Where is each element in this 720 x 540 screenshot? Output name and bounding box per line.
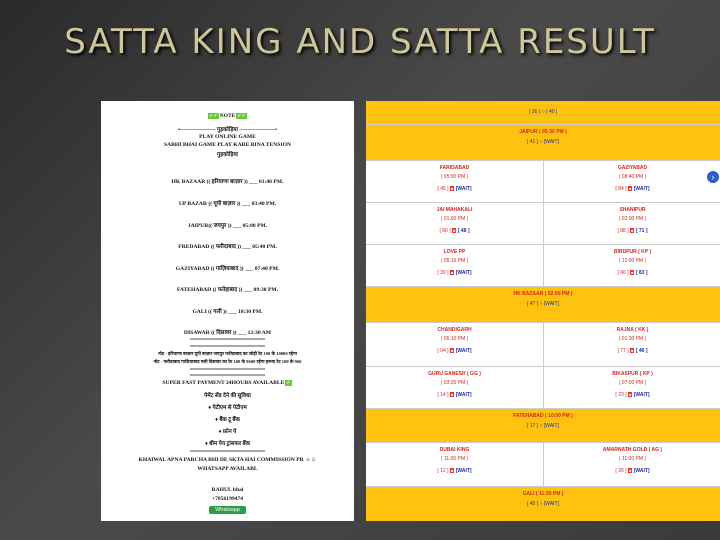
notice-line: •───────── गुड़कोड़िया ─────────• [177,127,278,133]
divider: ═══════════════════ [189,449,266,455]
footer-line: KHAIWAL APNA PARCHA BHI DE SKTA HAI COMMISSION PR ☺☺ [138,457,317,463]
result-row-fatehabad: FATEHABAD ( 10:00 PM ) [ 17 ] ○ [WAIT] [366,409,720,443]
result-pair-row: DUBAI KING ( 11:00 PM ) [ 12 ] ■ [WAIT] AMARNATH GOLD ( AG ) ( 11:00 PM ) [ 26 ] ■ [WAIT] [366,443,720,487]
rate-note: नोट - हरियाणा बाज़ार यूपी बाज़ार जयपुर फरीदाबाद का जोड़ी रेट 100 के 10000 रहेगा [158,351,297,356]
pay-method: ♦ पेटीएम से पेटीएम [208,405,247,411]
contact-name: RAHUL bhai [211,487,244,493]
notice-line: PLAY ONLINE GAME [199,134,256,140]
pay-via: पेमेंट सेंड देने की सुविधा [204,393,251,399]
note-heading: ✓✓ NOTE ✓✓ [209,113,246,119]
contact-phone: +7856199474 [211,496,244,502]
schedule-item: FREDABAD (( फरीदाबाद )) ___ 05:40 PM. [178,244,277,250]
result-row-gali: GALI ( 11:35 PM ) [ 45 ] ○ [WAIT] [366,487,720,521]
pay-method: ♦ बैंक टू बैंक [215,417,240,423]
schedule-item: FATEHABAD (( फतेहाबाद )) ___ 09:30 PM. [176,287,279,293]
schedule-item: UP BAZAR (( यूपी बाज़ार )) ___ 03:40 PM. [178,201,277,207]
divider: ═══════════════════ [189,367,266,373]
payment-line: SUPER FAST PAYMENT 24HOURS AVAILABLE ✓ [162,380,291,386]
results-table [366,101,720,521]
result-pair-row: CHANDIGARH ( 05:10 PM ) [ 04 ] ■ [WAIT] RAJNA ( KK ) ( 01:30 PM ) [ 77 ] ■ [ 46 ] [366,323,720,367]
result-row: ( 36 ) ○ [ 40 ] [366,101,720,125]
rate-note: नोट - फरीदाबाद गाज़ियाबाद गली दिसावर का रेट 100 के 9600 रहेगा हरूफ रेट 100 के 960 [153,359,302,364]
result-row-jaipur: JAIPUR ( 05:30 PM ) [ 41 ] ○ [WAIT] [366,125,720,161]
result-pair-row: FARIDABAD ( 05:00 PM ) [ 45 ] ■ [WAIT] GAZIYABAD ( 08:40 PM ) [ 84 ] ■ [WAIT] [366,161,720,203]
result-row-hk-bazaar: HK BAZAAR ( 02:00 PM ) [ 47 ] ○ [WAIT] [366,287,720,323]
result-pair-row: JAI MAHAKALI ( 01:00 PM ) [ 66 ] ■ [ 48 ] SHANIPUR ( 02:00 PM ) [ 88 ] ■ [ 71 ] [366,203,720,245]
schedule-item: HK BAZAAR (( हरियाणा बाज़ार )) ___ 01:40 PM. [171,179,284,185]
divider: ═══════════════════ [189,344,266,350]
pay-method: ♦ बीम पेय ट्रांसफर बैंक [204,441,250,447]
slide-title: SATTA KING AND SATTA RESULT [64,22,656,62]
pay-method: ♦ फ़ोन पे [218,429,237,435]
footer-line: WHATSAPP AVAILABL [197,466,258,472]
whatsapp-button[interactable]: Whatsapp [209,506,246,514]
result-pair-row: LOVE PP ( 05:15 PM ) [ 39 ] ■ [WAIT] BIRDPUR ( KP ) ( 12:00 PM ) [ 66 ] ■ [ 83 ] [366,245,720,287]
divider: ═══════════════════ [189,337,266,343]
result-pair-row: GURU GANESH ( GG ) ( 03:25 PM ) [ 14 ] ■ [WAIT] BIKASPUR ( KP ) ( 07:00 PM ) [ 23 ] ■ [WAIT] [366,367,720,409]
schedule-item: DISAWAR (( दिसावर )) ___ 12:30 AM [183,330,272,336]
schedule-item: JAIPUR(( जयपुर )) ___ 05:00 PM. [187,223,268,229]
divider: ═══════════════════ [189,373,266,379]
nav-arrow-icon[interactable]: › [707,171,719,183]
schedule-item: GAZIYABAD (( गाज़ियाबाद )) ___ 07:40 PM. [175,266,280,272]
notice-line: गुड़कोड़िया [216,152,239,158]
schedule-item: GALI (( गली )) ___ 10:30 PM. [192,309,263,315]
notice-line: SABHI BHAI GAME PLAY KARE BINA TENSION [164,142,291,148]
notice-panel [101,101,354,521]
